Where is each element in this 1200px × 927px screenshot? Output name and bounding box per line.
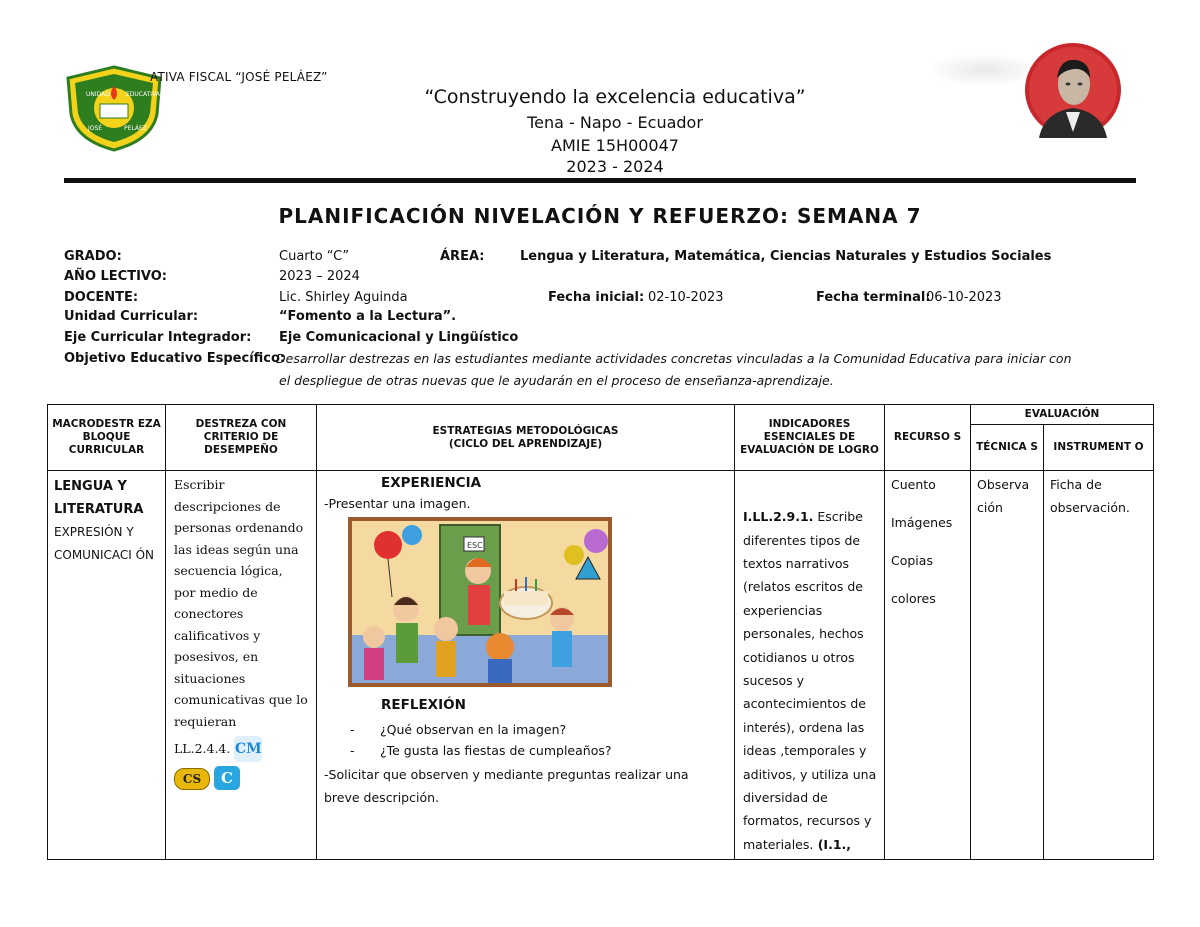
header-instrumento: INSTRUMENT O [1044,425,1154,471]
header-estrategias-line-2: (CICLO DEL APRENDIZAJE) [448,437,603,450]
docente-label: DOCENTE: [64,290,139,305]
objetivo-value-line-1: Desarrollar destrezas en las estudiantes mediante actividades concretas vinculadas a la Comunidad Educativa para iniciar con [276,351,1072,366]
header-estrategias [317,405,735,471]
objetivo-value-line-2: el despliegue de otras nuevas que le ayudarán en el proceso de enseñanza-aprendizaje. [279,373,834,388]
fecha-inicial-label: Fecha inicial: [548,290,645,305]
eje-value: Eje Comunicacional y Lingüístico [279,330,519,345]
birthday-party-illustration [348,517,612,687]
grado-value: Cuarto “C” [279,249,350,264]
seal-text-2: EDUCATIVA [126,91,160,98]
pregunta-2-item [350,740,727,761]
reflexion-heading: REFLEXIÓN [381,697,466,714]
presentar-imagen-text: -Presentar una imagen. [324,496,471,512]
cell-tecnica [971,471,1044,860]
pregunta-1-item [350,719,727,740]
recurso-item-copias: Copias [891,553,933,569]
area-label: ÁREA: [440,249,485,264]
bloque-curricular: LENGUA Y LITERATURA [54,479,144,518]
unidad-label: Unidad Curricular: [64,309,199,324]
cell-recursos [885,471,971,860]
pregunta-2-text: ¿Te gusta las fiestas de cumpleaños? [380,743,612,759]
cm-badge-icon: CM [234,736,262,762]
tecnica-text: Observa ción [977,477,1030,516]
area-value: Lengua y Literatura, Matemática, Ciencias Naturales y Estudios Sociales [520,249,1052,264]
fecha-terminal-label: Fecha terminal: [816,290,931,305]
school-amie-code: AMIE 15H00047 [551,136,679,155]
docente-value: Lic. Shirley Aguinda [279,290,408,305]
c-badge-icon: C [214,766,240,790]
school-motto: “Construyendo la excelencia educativa” [424,86,806,108]
fecha-inicial-value: 02-10-2023 [648,290,724,305]
unidad-value: “Fomento a la Lectura”. [279,309,457,324]
founder-portrait [1024,42,1122,138]
recurso-item-colores: colores [891,591,936,607]
school-years: 2023 - 2024 [566,157,664,176]
header-recursos: RECURSO S [885,405,971,471]
header-rule [64,178,1136,183]
cell-estrategias [317,471,735,860]
eje-label: Eje Curricular Integrador: [64,330,252,345]
sub-bloque: EXPRESIÓN Y COMUNICACI ÓN [54,525,155,563]
header-macrodestreza: MACRODESTR EZA BLOQUE CURRICULAR [48,405,166,471]
destreza-text: Escribir descripciones de personas ordenando las ideas según una secuencia lógica, por medio de conectores calificativos y posesivos, en situaciones comunicativas que lo requieran [174,477,308,729]
header-destreza [166,405,317,471]
cell-destreza [166,471,317,860]
header-tecnicas: TÉCNICA S [971,425,1044,471]
header-destreza-text: DESTREZA CON CRITERIO DE DESEMPEÑO [195,418,287,457]
cs-badge-icon: CS [174,768,210,790]
header-indicadores-text: INDICADORES ESENCIALES DE EVALUACIÓN DE LOGRO [740,418,879,457]
anio-label: AÑO LECTIVO: [64,269,168,284]
cell-instrumento [1044,471,1154,860]
door-sign-text: ESC [467,541,483,551]
indicador-code: I.LL.2.9.1. [743,509,814,525]
pregunta-1-text: ¿Qué observan en la imagen? [380,722,567,738]
solicitar-text: -Solicitar que observen y mediante preguntas realizar una breve descripción. [324,767,689,806]
fecha-terminal-value: 06-10-2023 [926,290,1002,305]
school-name: ATIVA FISCAL “JOSÉ PELÁEZ” [150,70,328,84]
header-estrategias-line-1: ESTRATEGIAS METODOLÓGICAS [432,424,619,437]
header-evaluacion: EVALUACIÓN [971,405,1154,425]
seal-text-4: PELÁEZ [124,125,147,132]
cell-macrodestreza [48,471,166,860]
experiencia-heading: EXPERIENCIA [381,475,482,492]
destreza-code: LL.2.4.4. [174,741,231,757]
school-city: Tena - Napo - Ecuador [527,113,703,132]
objetivo-label: Objetivo Educativo Específico: [64,351,286,366]
cell-indicadores [735,471,885,860]
planning-table [47,404,1154,860]
instrumento-text: Ficha de observación. [1050,477,1130,516]
recurso-item-cuento: Cuento [891,477,936,493]
seal-text-3: JOSÉ [88,125,103,132]
header-indicadores [735,405,885,471]
bullet-dash-icon: - [350,743,355,759]
recurso-item-imagenes: Imágenes [891,515,953,531]
indicador-tail: (I.1., [813,836,852,852]
indicador-text: Escribe diferentes tipos de textos narrativos (relatos escritos de experiencias personales, hechos cotidianos u otros sucesos y acontecimientos de interés), ordena las ideas ,temporales y aditivos, y utiliza una diversidad de formatos, recursos y materiales. [743,509,877,852]
page-title: PLANIFICACIÓN NIVELACIÓN Y REFUERZO: SEMANA 7 [278,204,922,228]
anio-value: 2023 – 2024 [279,269,360,284]
bullet-dash-icon: - [350,722,355,738]
grado-label: GRADO: [64,249,122,264]
seal-text-1: UNIDAD [86,91,110,98]
